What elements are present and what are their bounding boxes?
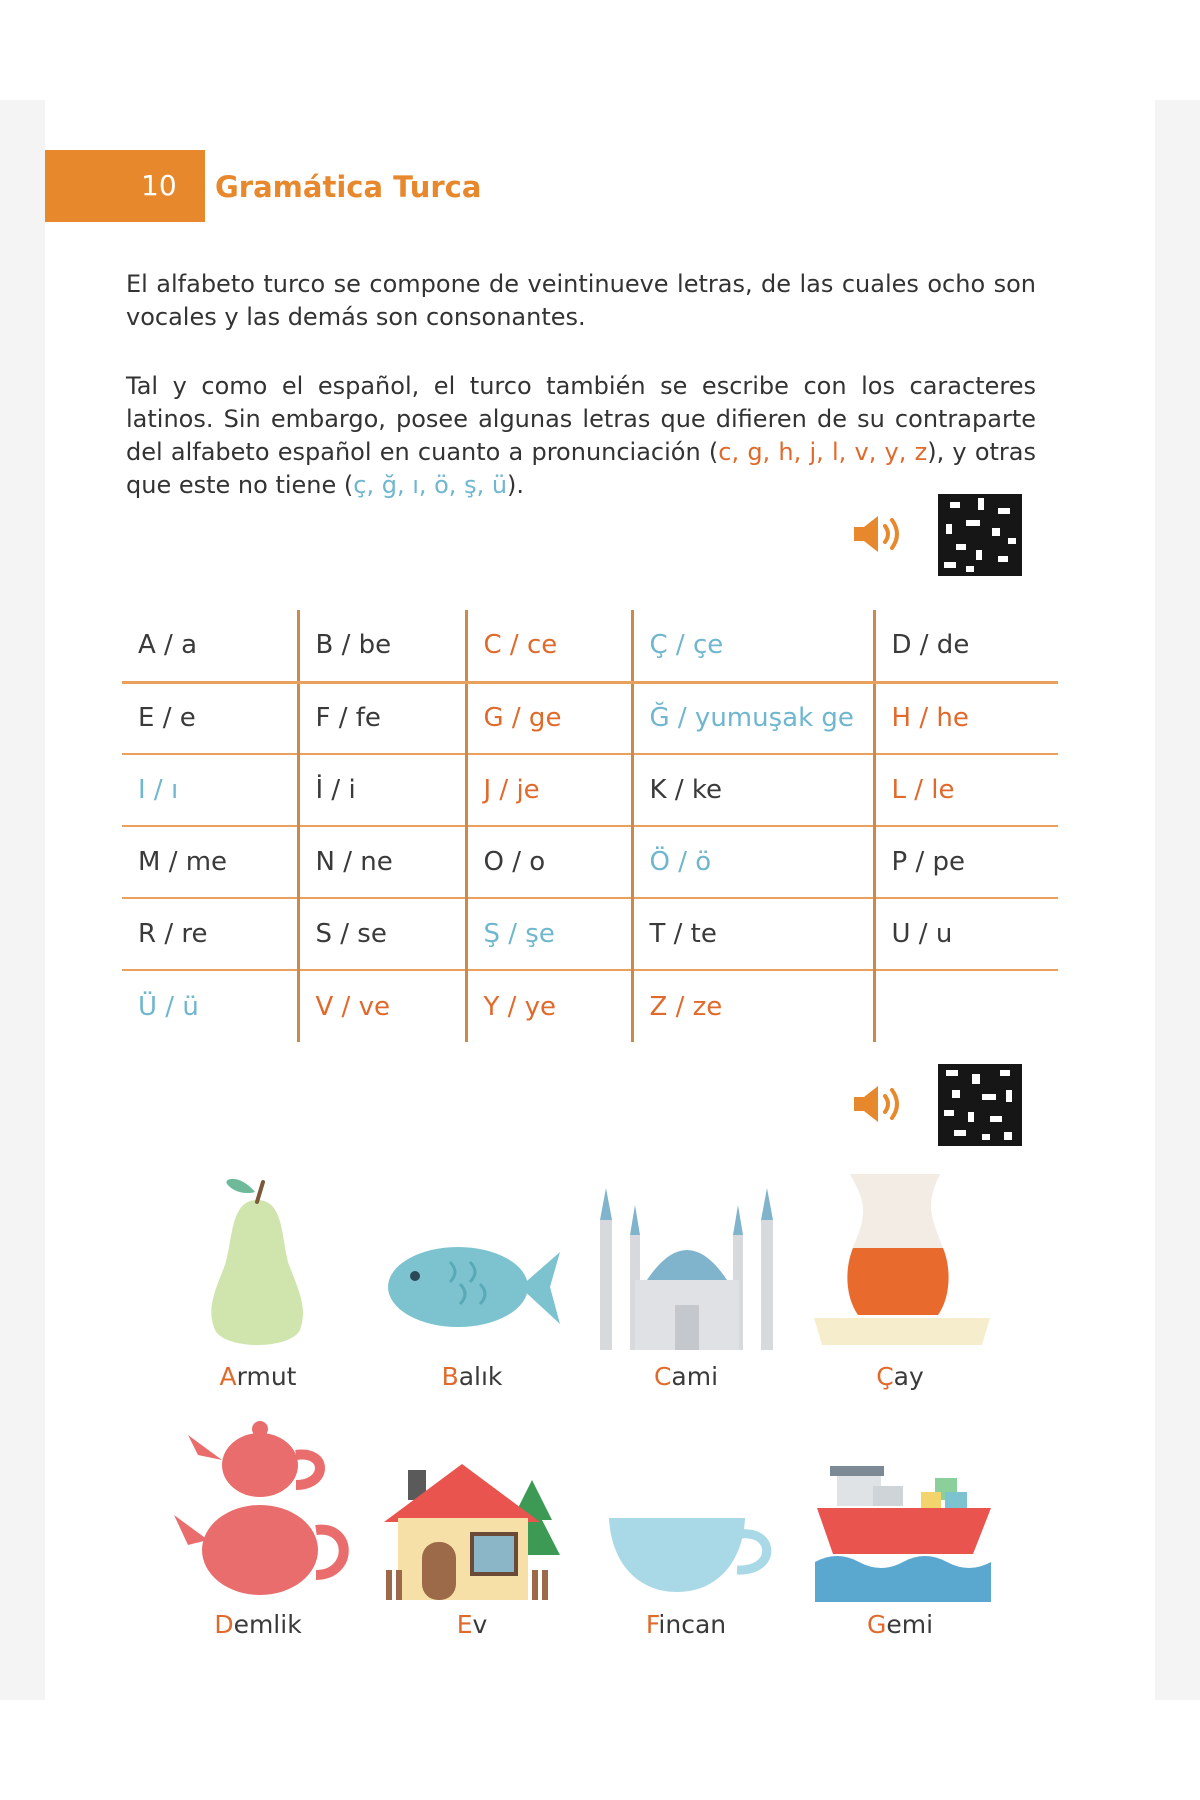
different-letters: c, g, h, j, l, v, y, z <box>718 438 928 466</box>
vocab-rest: emi <box>886 1610 934 1639</box>
fish-icon <box>380 1232 565 1342</box>
vocab-first-letter: B <box>441 1362 459 1391</box>
table-row <box>122 970 1058 1042</box>
paragraph-text: ), y otras que este no tiene ( <box>126 438 1037 499</box>
letter-cell: Ş / şe <box>466 898 632 970</box>
letter-cell: Ç / çe <box>632 610 874 682</box>
table-row <box>122 754 1058 826</box>
letter-cell: V / ve <box>298 970 466 1042</box>
vocab-first-letter: E <box>456 1610 473 1639</box>
letter-cell: A / a <box>122 610 298 682</box>
qr-code-icon[interactable] <box>938 1064 1022 1146</box>
vocab-rest: rmut <box>236 1362 297 1391</box>
letter-cell: İ / i <box>298 754 466 826</box>
vocab-first-letter: A <box>219 1362 237 1391</box>
latin-paragraph <box>126 370 1036 502</box>
ship-icon <box>815 1462 995 1602</box>
qr-code-icon[interactable] <box>938 494 1022 576</box>
vocab-label <box>372 1362 572 1391</box>
vocab-first-letter: F <box>645 1610 659 1639</box>
letter-cell: S / se <box>298 898 466 970</box>
vocab-label <box>800 1610 1000 1639</box>
letter-cell: E / e <box>122 682 298 754</box>
vocab-label <box>800 1362 1000 1391</box>
table-row <box>122 682 1058 754</box>
new-letters: ç, ğ, ı, ö, ş, ü <box>353 471 508 499</box>
letter-cell: T / te <box>632 898 874 970</box>
table-row <box>122 898 1058 970</box>
mosque-icon <box>595 1180 780 1350</box>
vocab-label <box>586 1362 786 1391</box>
letter-cell: D / de <box>874 610 1058 682</box>
vocab-rest: emlik <box>233 1610 302 1639</box>
paragraph-text: ). <box>507 471 525 499</box>
letter-cell: R / re <box>122 898 298 970</box>
letter-cell: B / be <box>298 610 466 682</box>
letter-cell: Ü / ü <box>122 970 298 1042</box>
teapot-icon <box>168 1415 353 1600</box>
letter-cell: Y / ye <box>466 970 632 1042</box>
table-row <box>122 826 1058 898</box>
vocab-first-letter: G <box>866 1610 887 1639</box>
intro-paragraph: El alfabeto turco se compone de veintinueve letras, de las cuales ocho son vocales y las demás son consonantes. <box>126 270 1036 331</box>
vocab-label <box>372 1610 572 1639</box>
table-row <box>122 610 1058 682</box>
paragraph-text: Tal y como el español, el turco también se escribe con los caracteres latinos. Sin embargo, posee algunas letras que difieren de su contraparte del alfabeto español en cuanto a pronunciación ( <box>126 372 1036 466</box>
vocab-rest: incan <box>658 1610 727 1639</box>
house-icon <box>382 1460 562 1600</box>
vocab-rest: ay <box>893 1362 924 1391</box>
letter-cell: I / ı <box>122 754 298 826</box>
letter-cell: M / me <box>122 826 298 898</box>
vocab-label <box>158 1610 358 1639</box>
letter-cell: U / u <box>874 898 1058 970</box>
page-number: 10 <box>45 150 205 222</box>
speaker-icon[interactable] <box>850 512 906 556</box>
letter-cell: O / o <box>466 826 632 898</box>
letter-cell: F / fe <box>298 682 466 754</box>
letter-cell <box>874 970 1058 1042</box>
alphabet-table <box>122 610 1058 1042</box>
letter-cell: K / ke <box>632 754 874 826</box>
letter-cell: H / he <box>874 682 1058 754</box>
letter-cell: G / ge <box>466 682 632 754</box>
letter-cell: C / ce <box>466 610 632 682</box>
vocab-rest: ami <box>671 1362 719 1391</box>
letter-cell: P / pe <box>874 826 1058 898</box>
vocab-first-letter: C <box>653 1362 672 1391</box>
tea-glass-icon <box>810 1170 995 1355</box>
vocab-label <box>586 1610 786 1639</box>
vocab-label <box>158 1362 358 1391</box>
speaker-icon[interactable] <box>850 1082 906 1126</box>
letter-cell: L / le <box>874 754 1058 826</box>
vocab-first-letter: D <box>214 1610 234 1639</box>
page-title: Gramática Turca <box>215 170 482 204</box>
vocab-rest: alık <box>458 1362 503 1391</box>
letter-cell: Ö / ö <box>632 826 874 898</box>
letter-cell: Z / ze <box>632 970 874 1042</box>
vocab-first-letter: Ç <box>876 1362 894 1391</box>
pear-icon <box>195 1170 320 1355</box>
cup-icon <box>605 1512 780 1597</box>
letter-cell: J / je <box>466 754 632 826</box>
letter-cell: N / ne <box>298 826 466 898</box>
letter-cell: Ğ / yumuşak ge <box>632 682 874 754</box>
vocab-rest: v <box>472 1610 488 1639</box>
